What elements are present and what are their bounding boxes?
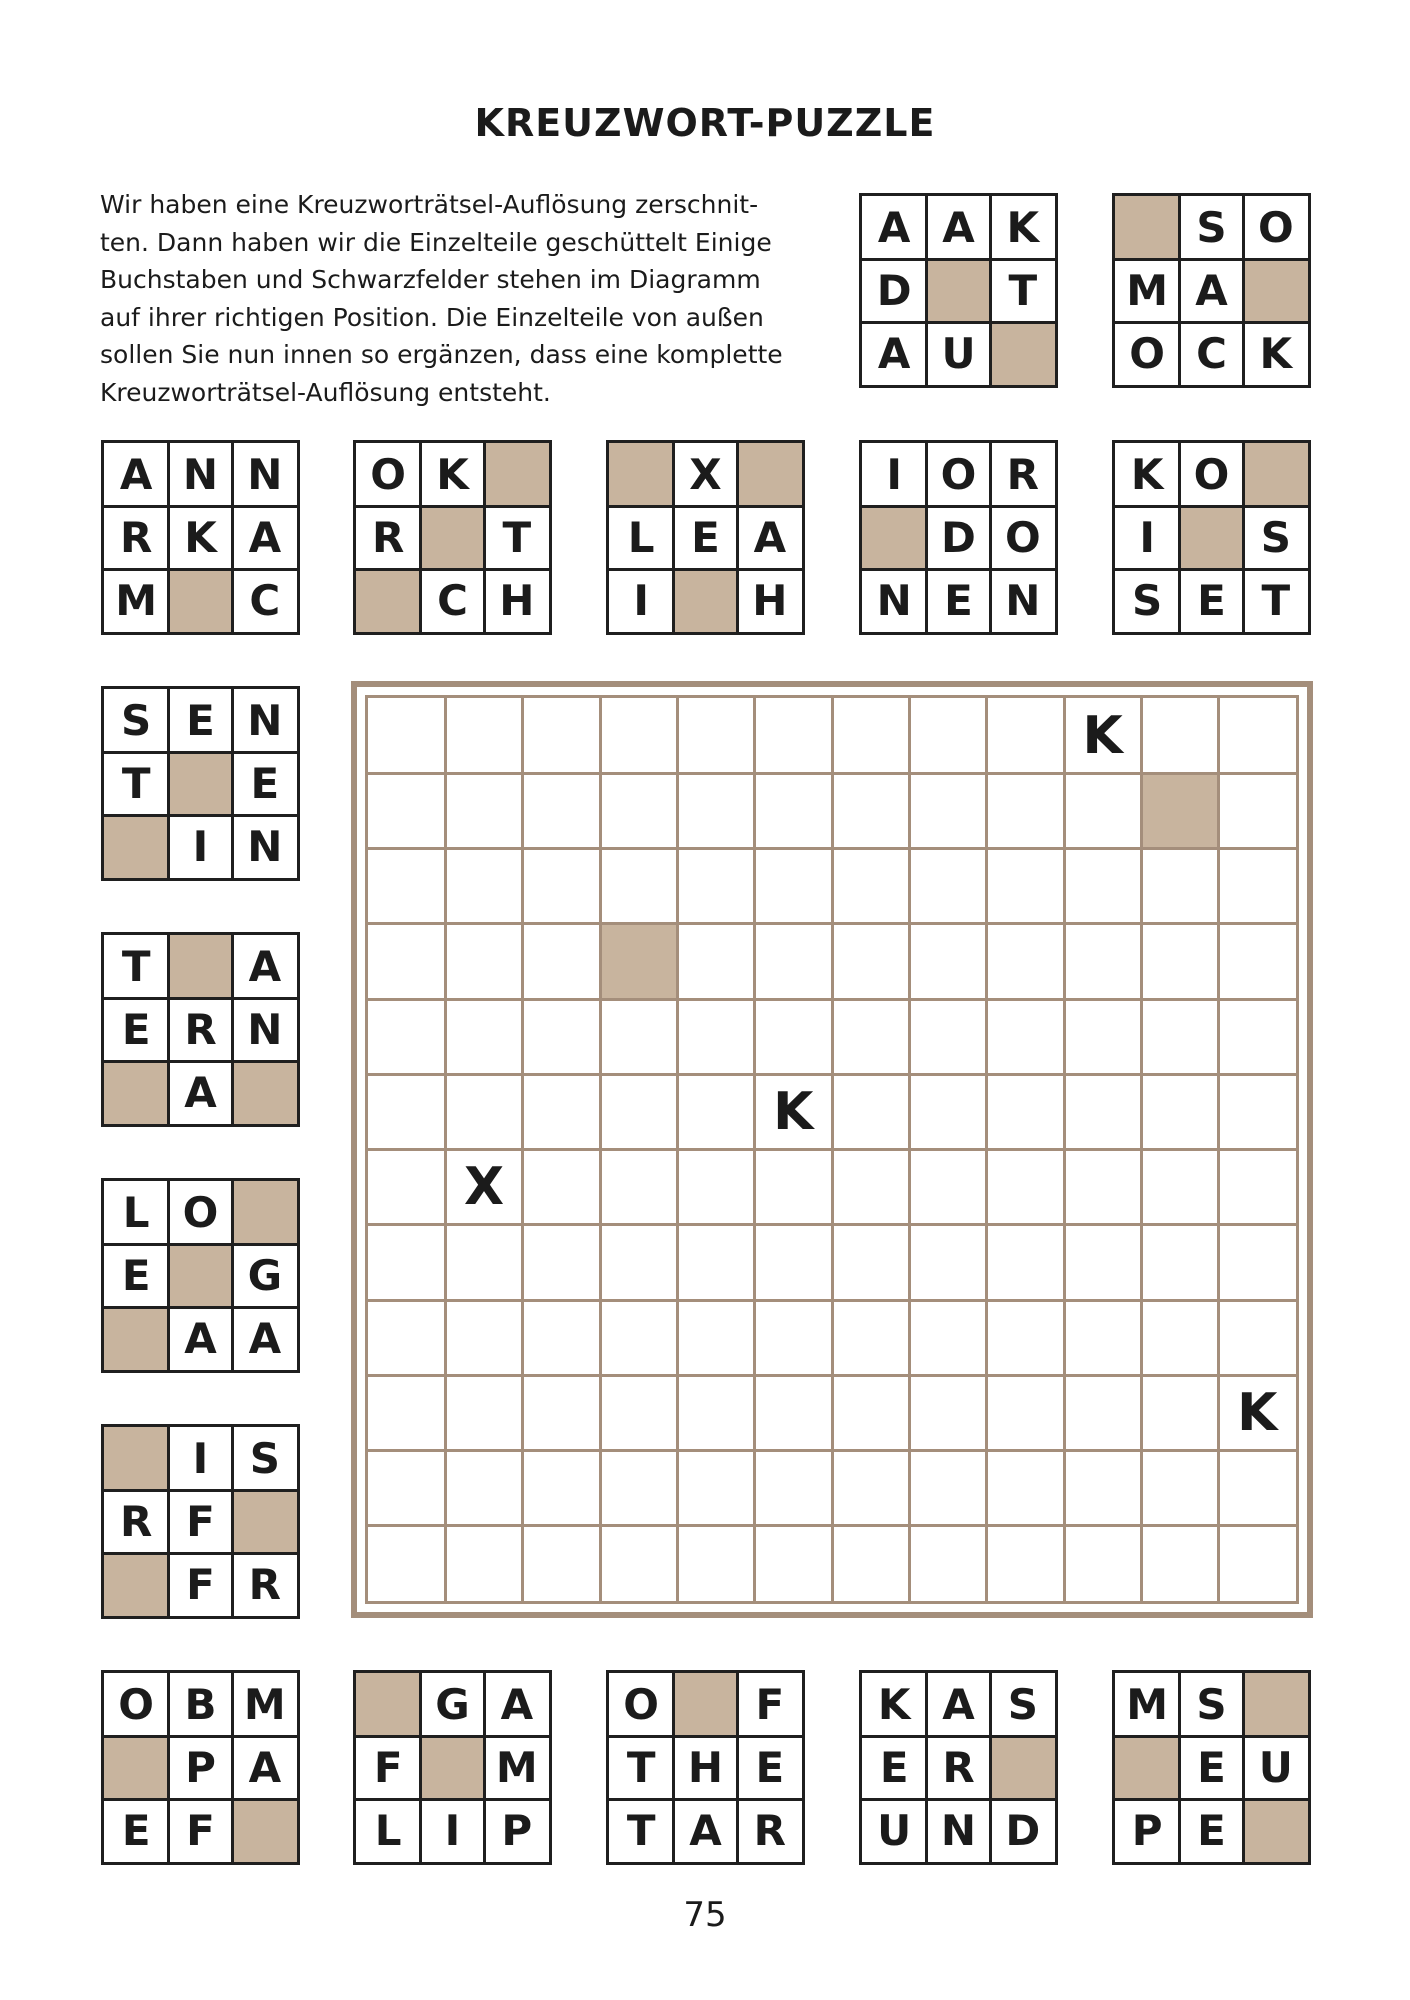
piece-grid-line [862, 321, 1055, 324]
piece-grid-line [231, 1181, 234, 1370]
piece-letter-cell: R [1006, 449, 1039, 499]
piece-letter-cell: N [182, 449, 219, 499]
piece-letter-cell: M [243, 1679, 286, 1729]
piece-grid-line [104, 1552, 297, 1555]
piece-letter-cell: R [942, 1742, 975, 1792]
piece-grid-line [925, 1673, 928, 1862]
piece-letter-cell: O [1004, 512, 1041, 562]
crossword-grid [365, 695, 1299, 1604]
piece-grid-line [609, 1798, 802, 1801]
piece-letter-cell: H [752, 575, 788, 625]
piece-letter-cell: R [753, 1805, 786, 1855]
piece-letter-cell: H [499, 575, 535, 625]
piece-black-field [104, 1307, 168, 1370]
piece-black-field [168, 935, 232, 998]
piece-letter-cell: O [1257, 202, 1294, 252]
piece-letter-cell: U [941, 328, 976, 378]
piece-letter-cell: M [1126, 265, 1169, 315]
puzzle-piece[interactable] [1112, 193, 1311, 388]
piece-black-field [104, 815, 168, 878]
piece-grid-line [862, 568, 1055, 571]
piece-grid-line [1242, 443, 1245, 632]
piece-black-field [104, 1061, 168, 1124]
piece-black-field [168, 752, 232, 815]
piece-letter-cell: G [435, 1679, 470, 1729]
piece-black-field [609, 443, 673, 506]
piece-black-field [991, 1736, 1055, 1799]
piece-grid-line [989, 1673, 992, 1862]
piece-letter-cell: K [184, 512, 217, 562]
piece-letter-cell: G [247, 1250, 283, 1300]
grid-line [368, 1374, 1296, 1377]
piece-letter-cell: A [1195, 265, 1228, 315]
piece-grid-line [1115, 568, 1308, 571]
puzzle-piece[interactable] [101, 932, 300, 1127]
piece-letter-cell: L [627, 512, 655, 562]
piece-grid-line [104, 751, 297, 754]
piece-letter-cell: S [1007, 1679, 1038, 1729]
piece-letter-cell: U [1258, 1742, 1293, 1792]
piece-letter-cell: O [370, 449, 407, 499]
piece-grid-line [862, 505, 1055, 508]
piece-grid-line [1115, 1735, 1308, 1738]
piece-letter-cell: I [444, 1805, 461, 1855]
page-number: 75 [683, 1895, 727, 1935]
piece-letter-cell: N [247, 449, 283, 499]
piece-black-field [991, 322, 1055, 385]
piece-letter-cell: I [886, 449, 902, 499]
piece-grid-line [1115, 1798, 1308, 1801]
grid-line [368, 1524, 1296, 1527]
piece-black-field [1115, 1736, 1179, 1799]
piece-letter-cell: E [879, 1742, 909, 1792]
grid-given-letter: K [1082, 705, 1123, 766]
piece-letter-cell: M [115, 575, 158, 625]
piece-letter-cell: X [689, 449, 722, 499]
piece-grid-line [104, 1060, 297, 1063]
piece-letter-cell: A [184, 1313, 217, 1363]
piece-grid-line [167, 689, 170, 878]
piece-letter-cell: A [689, 1805, 722, 1855]
piece-letter-cell: E [944, 575, 973, 625]
piece-grid-line [419, 443, 422, 632]
piece-letter-cell: A [184, 1067, 217, 1117]
piece-letter-cell: K [877, 1679, 911, 1729]
piece-black-field [738, 443, 802, 506]
piece-letter-cell: R [119, 1496, 153, 1546]
instructions-line: Kreuzworträtsel-Auflösung entsteht. [100, 377, 551, 407]
piece-black-field [104, 1736, 168, 1799]
piece-letter-cell: T [626, 1805, 656, 1855]
piece-grid-line [419, 1673, 422, 1862]
puzzle-piece[interactable] [606, 1670, 805, 1865]
piece-grid-line [736, 443, 739, 632]
piece-grid-line [167, 935, 170, 1124]
piece-letter-cell: I [633, 575, 649, 625]
puzzle-piece[interactable] [101, 1424, 300, 1619]
piece-letter-cell: K [1259, 328, 1293, 378]
piece-black-field [420, 1736, 484, 1799]
piece-letter-cell: B [184, 1679, 217, 1729]
piece-letter-cell: A [753, 512, 787, 562]
piece-grid-line [167, 1181, 170, 1370]
piece-letter-cell: C [437, 575, 468, 625]
piece-grid-line [736, 1673, 739, 1862]
grid-line [368, 922, 1296, 925]
piece-grid-line [231, 443, 234, 632]
piece-grid-line [1115, 321, 1308, 324]
piece-black-field [1244, 1799, 1308, 1862]
piece-letter-cell: A [877, 328, 911, 378]
instructions-text [100, 186, 805, 411]
piece-letter-cell: I [1139, 512, 1155, 562]
piece-letter-cell: M [1126, 1679, 1169, 1729]
piece-black-field [104, 1427, 168, 1490]
piece-letter-cell: A [119, 449, 153, 499]
piece-grid-line [1178, 1673, 1181, 1862]
piece-letter-cell: E [1197, 1805, 1226, 1855]
piece-letter-cell: A [942, 202, 975, 252]
piece-letter-cell: F [755, 1679, 785, 1729]
piece-grid-line [104, 997, 297, 1000]
piece-letter-cell: I [192, 821, 209, 871]
piece-letter-cell: K [1006, 202, 1040, 252]
instructions-line: auf ihrer richtigen Position. Die Einzelteile von außen [100, 302, 764, 332]
piece-letter-cell: E [1197, 1742, 1226, 1792]
piece-letter-cell: S [1260, 512, 1291, 562]
piece-letter-cell: R [371, 512, 405, 562]
piece-letter-cell: N [940, 1805, 977, 1855]
piece-grid-line [1178, 196, 1181, 385]
piece-grid-line [104, 1489, 297, 1492]
piece-letter-cell: E [250, 758, 280, 808]
piece-grid-line [609, 505, 802, 508]
piece-grid-line [862, 1735, 1055, 1738]
piece-letter-cell: F [186, 1805, 215, 1855]
piece-letter-cell: T [1008, 265, 1038, 315]
piece-letter-cell: S [1196, 202, 1227, 252]
piece-letter-cell: U [877, 1805, 912, 1855]
piece-grid-line [104, 1243, 297, 1246]
piece-letter-cell: S [1132, 575, 1163, 625]
piece-letter-cell: P [1131, 1805, 1163, 1855]
piece-black-field [168, 569, 232, 632]
piece-letter-cell: O [940, 449, 977, 499]
piece-black-field [104, 1553, 168, 1616]
piece-grid-line [356, 1735, 549, 1738]
piece-grid-line [989, 196, 992, 385]
grid-line [368, 1223, 1296, 1226]
piece-letter-cell: N [876, 575, 912, 625]
piece-letter-cell: T [502, 512, 532, 562]
grid-line [368, 1073, 1296, 1076]
piece-letter-cell: N [1005, 575, 1041, 625]
piece-black-field [673, 1673, 737, 1736]
piece-black-field [1244, 1673, 1308, 1736]
puzzle-piece[interactable] [353, 440, 552, 635]
piece-letter-cell: K [436, 449, 469, 499]
piece-grid-line [104, 814, 297, 817]
grid-black-field [602, 925, 676, 997]
piece-grid-line [104, 568, 297, 571]
piece-letter-cell: R [184, 1004, 217, 1054]
piece-letter-cell: A [248, 1313, 282, 1363]
piece-letter-cell: S [121, 695, 152, 745]
piece-black-field [233, 1181, 297, 1244]
piece-grid-line [862, 1798, 1055, 1801]
piece-letter-cell: T [121, 941, 151, 991]
piece-black-field [673, 569, 737, 632]
piece-grid-line [609, 1735, 802, 1738]
puzzle-piece[interactable] [859, 440, 1058, 635]
piece-letter-cell: E [691, 512, 720, 562]
grid-given-letter: K [773, 1081, 814, 1142]
piece-grid-line [356, 1798, 549, 1801]
piece-grid-line [356, 505, 549, 508]
piece-letter-cell: L [122, 1187, 150, 1237]
instructions-line: ten. Dann haben wir die Einzelteile geschüttelt Einige [100, 227, 772, 257]
piece-letter-cell: O [623, 1679, 660, 1729]
piece-grid-line [104, 1798, 297, 1801]
piece-letter-cell: K [1130, 449, 1164, 499]
piece-letter-cell: N [247, 821, 283, 871]
piece-letter-cell: N [247, 1004, 283, 1054]
piece-black-field [926, 259, 990, 322]
piece-letter-cell: D [941, 512, 976, 562]
piece-grid-line [1242, 1673, 1245, 1862]
piece-letter-cell: F [373, 1742, 403, 1792]
puzzle-piece[interactable] [606, 440, 805, 635]
piece-grid-line [231, 935, 234, 1124]
piece-black-field [356, 569, 420, 632]
grid-line [368, 1299, 1296, 1302]
puzzle-piece[interactable] [353, 1670, 552, 1865]
piece-black-field [1244, 259, 1308, 322]
piece-letter-cell: O [118, 1679, 155, 1729]
piece-letter-cell: O [1193, 449, 1230, 499]
puzzle-piece[interactable] [1112, 440, 1311, 635]
instructions-line: Buchstaben und Schwarzfelder stehen im Diagramm [100, 265, 761, 294]
piece-grid-line [672, 443, 675, 632]
piece-letter-cell: O [182, 1187, 219, 1237]
piece-letter-cell: P [185, 1742, 216, 1792]
piece-letter-cell: C [1196, 328, 1227, 378]
piece-grid-line [104, 505, 297, 508]
piece-grid-line [483, 1673, 486, 1862]
piece-grid-line [1178, 443, 1181, 632]
piece-grid-line [231, 1427, 234, 1616]
piece-grid-line [925, 443, 928, 632]
piece-letter-cell: T [1261, 575, 1291, 625]
instructions-line: sollen Sie nun innen so ergänzen, dass eine komplette [100, 340, 783, 369]
grid-line [368, 847, 1296, 850]
piece-letter-cell: T [121, 758, 151, 808]
piece-grid-line [862, 258, 1055, 261]
piece-black-field [233, 1799, 297, 1862]
piece-black-field [233, 1061, 297, 1124]
piece-letter-cell: R [119, 512, 153, 562]
piece-grid-line [1115, 258, 1308, 261]
puzzle-piece[interactable] [859, 1670, 1058, 1865]
puzzle-piece[interactable] [101, 1178, 300, 1373]
piece-grid-line [167, 1673, 170, 1862]
piece-letter-cell: E [121, 1004, 151, 1054]
piece-letter-cell: N [247, 695, 283, 745]
piece-grid-line [1115, 505, 1308, 508]
piece-black-field [1179, 506, 1243, 569]
piece-grid-line [1242, 196, 1245, 385]
instructions-line: Wir haben eine Kreuzworträtsel-Auflösung zerschnit- [100, 190, 759, 219]
puzzle-piece[interactable] [859, 193, 1058, 388]
piece-grid-line [356, 568, 549, 571]
piece-letter-cell: A [500, 1679, 534, 1729]
piece-black-field [485, 443, 549, 506]
piece-letter-cell: D [876, 265, 912, 315]
puzzle-piece[interactable] [1112, 1670, 1311, 1865]
piece-letter-cell: A [248, 512, 282, 562]
piece-grid-line [672, 1673, 675, 1862]
piece-letter-cell: A [942, 1679, 975, 1729]
piece-black-field [420, 506, 484, 569]
piece-grid-line [925, 196, 928, 385]
grid-line [368, 1449, 1296, 1452]
piece-letter-cell: C [249, 575, 281, 625]
piece-grid-line [231, 1673, 234, 1862]
piece-black-field [168, 1244, 232, 1307]
puzzle-piece[interactable] [101, 440, 300, 635]
piece-grid-line [989, 443, 992, 632]
piece-letter-cell: E [121, 1250, 151, 1300]
piece-letter-cell: S [1196, 1679, 1227, 1729]
piece-letter-cell: I [192, 1433, 209, 1483]
piece-letter-cell: H [687, 1742, 724, 1792]
piece-grid-line [609, 568, 802, 571]
piece-letter-cell: A [877, 202, 911, 252]
piece-black-field [1115, 196, 1179, 259]
piece-letter-cell: E [1197, 575, 1226, 625]
page-title: KREUZWORT-PUZZLE [474, 101, 936, 145]
piece-letter-cell: E [121, 1805, 151, 1855]
piece-letter-cell: M [495, 1742, 538, 1792]
piece-letter-cell: E [755, 1742, 785, 1792]
piece-letter-cell: P [501, 1805, 533, 1855]
grid-given-letter: X [463, 1157, 505, 1218]
piece-letter-cell: E [186, 695, 215, 745]
puzzle-piece[interactable] [101, 686, 300, 881]
piece-black-field [233, 1490, 297, 1553]
grid-black-field [1143, 775, 1217, 847]
piece-letter-cell: S [249, 1433, 280, 1483]
piece-grid-line [104, 1735, 297, 1738]
piece-letter-cell: L [374, 1805, 402, 1855]
piece-black-field [1244, 443, 1308, 506]
piece-letter-cell: D [1005, 1805, 1041, 1855]
piece-grid-line [483, 443, 486, 632]
piece-letter-cell: A [248, 941, 282, 991]
piece-letter-cell: O [1129, 328, 1166, 378]
piece-grid-line [167, 443, 170, 632]
piece-black-field [862, 506, 926, 569]
puzzle-piece[interactable] [101, 1670, 300, 1865]
grid-given-letter: K [1237, 1382, 1278, 1443]
piece-grid-line [104, 1306, 297, 1309]
piece-letter-cell: A [248, 1742, 282, 1792]
piece-black-field [356, 1673, 420, 1736]
piece-letter-cell: F [186, 1559, 215, 1609]
piece-letter-cell: T [626, 1742, 656, 1792]
piece-grid-line [167, 1427, 170, 1616]
grid-line [368, 998, 1296, 1001]
piece-letter-cell: F [186, 1496, 215, 1546]
piece-letter-cell: R [248, 1559, 281, 1609]
piece-grid-line [231, 689, 234, 878]
